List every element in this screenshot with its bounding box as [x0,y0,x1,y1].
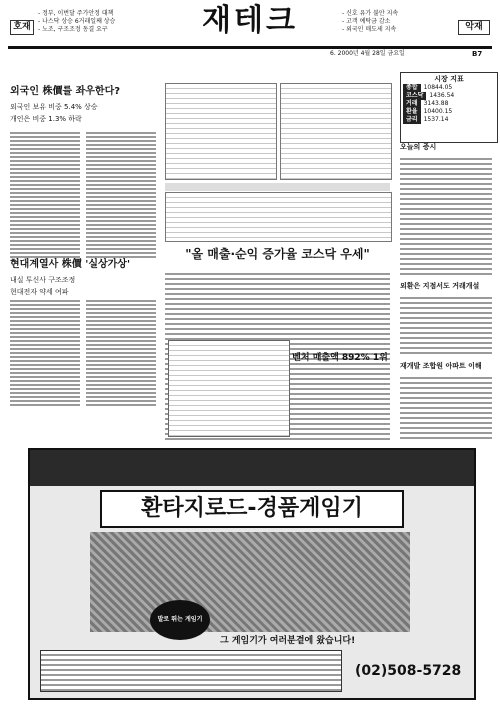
table-block-2 [280,83,392,180]
article-headline: 외국인 株價를 좌우한다? [10,86,121,97]
left-bullet: - 나스닥 상승 6거래일째 상승 [38,18,116,25]
ad-tagline: 그 게임기가 여러분곁에 왔습니다! [220,636,356,646]
sidebar-row [403,84,495,92]
left-mid-article [10,258,160,297]
page-number: B7 [472,50,483,58]
right-body-3 [400,374,492,440]
left-top-body [10,130,80,260]
right-bullet: - 신호 유가 불안 지속 [342,10,399,17]
sidebar-title: 시장 지표 [434,75,464,83]
left-mid-body-2 [86,298,156,408]
left-mid-body [10,298,80,408]
right-bullet: - 외국인 매도세 지속 [342,26,397,33]
market-sidebar [400,72,498,143]
center-inner-table [168,340,290,437]
sidebar-row-label: 종합 [403,84,421,92]
sidebar-row-value: 1436.54 [429,92,455,99]
right-headline-2: 외환은 지점서도 거래개설 [400,282,480,290]
masthead [0,0,500,46]
right-body-1 [400,155,492,275]
table-block-4 [165,192,392,242]
date-line: 6. 2000년 4월 28일 금요일 [330,50,405,57]
article-subhead: 내실 투신사 구조조정 [10,276,76,284]
ad-badge: 발로 뛰는 게임기 [150,600,210,640]
sidebar-row-value: 1537.14 [423,116,449,123]
right-headline-3: 재개발 조합원 아파트 이해 [400,362,482,370]
ad-info-boxes [40,650,342,692]
article-subhead: 외국인 보유 비중 5.4% 상승 [10,103,98,111]
right-bullet: - 고객 예탁금 감소 [342,18,391,25]
ad-photo [90,532,410,632]
left-top-article [10,85,160,124]
sidebar-row-value: 10400.15 [423,108,453,115]
masthead-rule [8,46,492,49]
sidebar-row-label: 환율 [403,108,421,116]
article-subhead: 현대전자 약세 여파 [10,288,69,296]
ad-top-strip [30,450,474,486]
sidebar-row [403,116,495,124]
sidebar-row-label: 거래 [403,100,421,108]
right-headline-1: 오늘의 증시 [400,143,437,151]
left-top-body-2 [86,130,156,260]
ad-phone[interactable]: (02)508-5728 [355,663,462,679]
left-bullets [38,10,158,34]
sidebar-row-value: 3143.88 [423,100,449,107]
ad-banner [28,448,476,700]
sidebar-row [403,92,495,100]
left-bullet: - 노조, 구조조정 동결 요구 [38,26,108,33]
left-bullet: - 정부, 이번달 주가안정 대책 [38,10,114,17]
article-headline: 현대계열사 株價 '실상가상' [10,259,131,270]
center-headline: "올 매출·순익 증가율 코스닥 우세" [185,247,370,261]
center-bottom-headline: 벤처 매출액 892% 1위 [292,353,388,363]
sidebar-row-label: 코스닥 [403,92,426,100]
page-title: 재테크 [202,3,298,38]
right-bullets [342,10,452,34]
table-block-1 [165,83,277,180]
table-block-3 [165,183,390,191]
sidebar-row [403,108,495,116]
sidebar-row-label: 금리 [403,116,421,124]
section-left-label: 호재 [10,20,34,35]
article-subhead: 개인은 비중 1.3% 하락 [10,115,82,123]
section-right-label: 악재 [458,20,490,35]
sidebar-row [403,100,495,108]
ad-brand: 환타지로드-경품게임기 [100,490,404,528]
sidebar-row-value: 10844.05 [423,84,453,91]
right-body-2 [400,294,492,356]
